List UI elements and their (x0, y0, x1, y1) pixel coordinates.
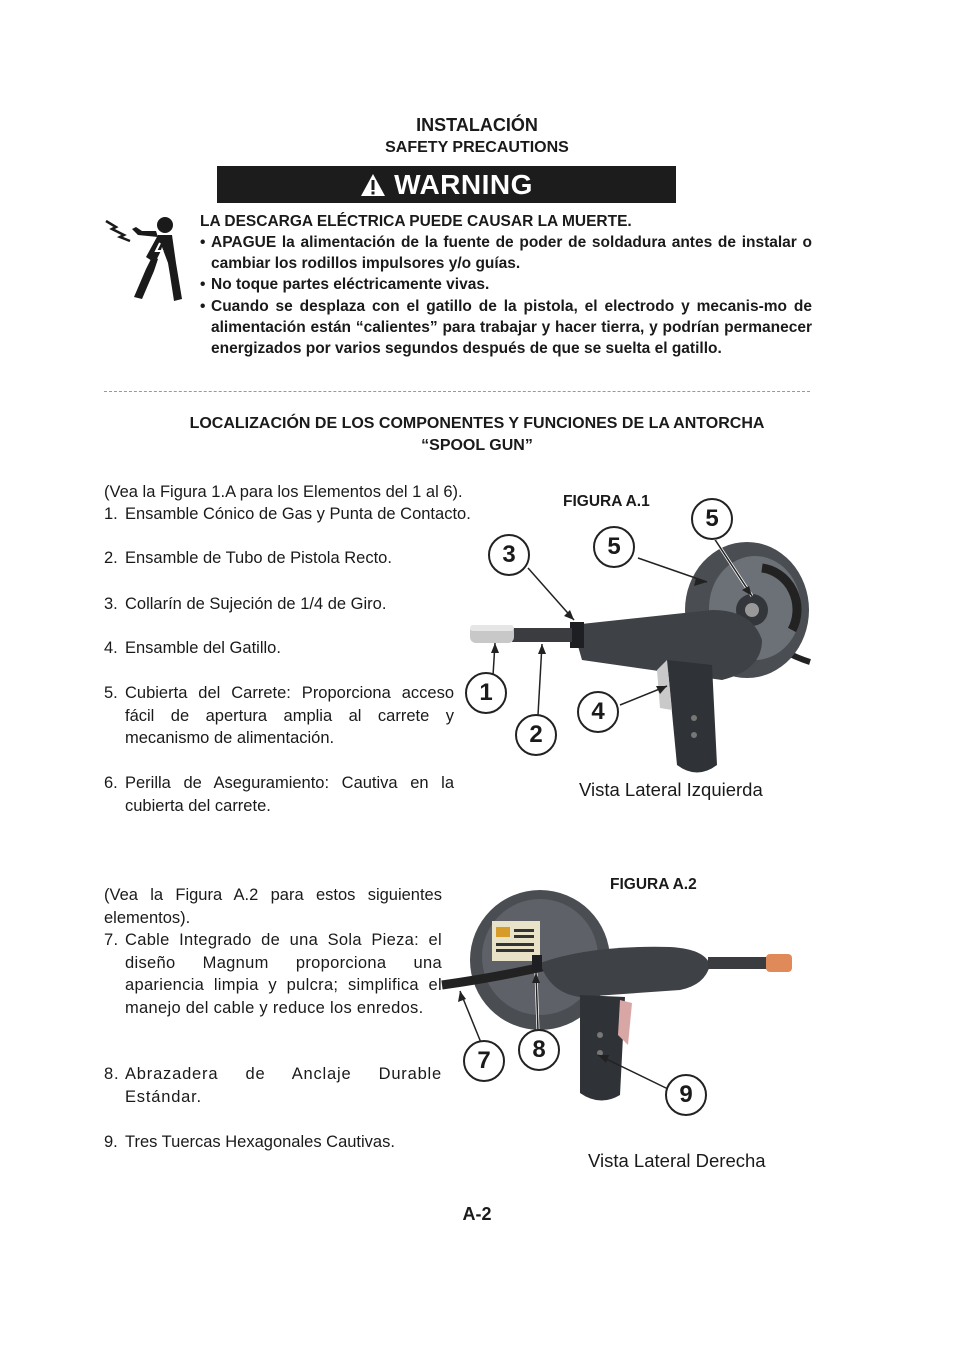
warning-triangle-icon (360, 173, 386, 197)
section-subtitle: SAFETY PRECAUTIONS (385, 139, 569, 156)
warning-label: WARNING (394, 168, 533, 200)
list-item: 9. Tres Tuercas Hexagonales Cautivas. (104, 1133, 395, 1151)
figure2-label: FIGURA A.2 (610, 876, 697, 893)
callout-5: 5 (593, 526, 635, 568)
list-item: 7. Cable Integrado de una Sola Pieza: el diseño Magnum proporciona una apariencia limpia y pulcra; simplifica el manejo del cable y reduce los enredos. (104, 931, 442, 1017)
callout-9: 9 (665, 1074, 707, 1116)
list-item: 6. Perilla de Aseguramiento: Cautiva en la cubierta del carrete. (104, 774, 454, 815)
spool-gun-left-view (462, 540, 812, 790)
components-title: LOCALIZACIÓN DE LOS COMPONENTES Y FUNCIONES DE LA ANTORCHA (189, 415, 765, 432)
list2-intro: (Vea la Figura A.2 para estos siguientes elementos). (104, 886, 442, 927)
callout-1: 1 (465, 672, 507, 714)
figure1-caption: Vista Lateral Izquierda (579, 779, 763, 800)
electric-shock-icon (102, 213, 194, 305)
callout-3: 3 (488, 534, 530, 576)
components-title-2: “SPOOL GUN” (421, 437, 533, 454)
list-item: 1. Ensamble Cónico de Gas y Punta de Contacto. (104, 505, 471, 523)
list1-intro: (Vea la Figura 1.A para los Elementos del 1 al 6). (104, 483, 463, 501)
hazard-title: LA DESCARGA ELÉCTRICA PUEDE CAUSAR LA MUERTE. (200, 213, 632, 230)
page-number: A-2 (462, 1204, 492, 1224)
list-item: 8. Abrazadera de Anclaje Durable Estándar. (104, 1065, 442, 1106)
divider (104, 391, 810, 392)
spool-gun-right-view (440, 885, 812, 1135)
list-item: 3. Collarín de Sujeción de 1/4 de Giro. (104, 595, 387, 613)
figure1-label: FIGURA A.1 (563, 493, 650, 510)
hazard-bullet: • APAGUE la alimentación de la fuente de poder de soldadura antes de instalar o cambiar los rodillos impulsores y/o guías. (200, 234, 812, 272)
callout-8: 8 (518, 1029, 560, 1071)
warning-banner (217, 166, 676, 203)
callout-4: 4 (577, 691, 619, 733)
hazard-bullet: • No toque partes eléctricamente vivas. (200, 276, 490, 293)
list-item: 4. Ensamble del Gatillo. (104, 639, 281, 657)
list-item: 5. Cubierta del Carrete: Proporciona acceso fácil de apertura amplia al carrete y mecanismo de alimentación. (104, 684, 454, 747)
section-title: INSTALACIÓN (416, 115, 538, 135)
hazard-bullet: • Cuando se desplaza con el gatillo de la pistola, el electrodo y mecanis-mo de alimentación están “calientes” para trabajar y hacer tierra, y podrían permanecer energizados por varios segundos después de que se suelta el gatillo. (200, 298, 812, 357)
callout-2: 2 (515, 714, 557, 756)
figure2-caption: Vista Lateral Derecha (588, 1150, 766, 1171)
list-item: 2. Ensamble de Tubo de Pistola Recto. (104, 549, 392, 567)
callout-5b: 5 (691, 498, 733, 540)
callout-7: 7 (463, 1040, 505, 1082)
